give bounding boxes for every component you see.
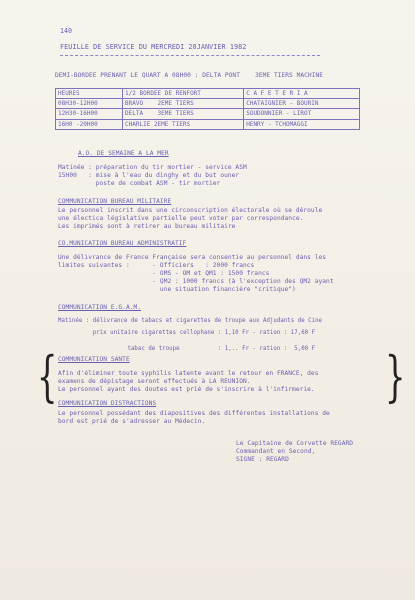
handwritten-brace-right: } <box>384 345 406 408</box>
table-cell: DELTA 3EME TIERS <box>123 109 244 119</box>
table-cell: 12H30-16H00 <box>56 109 123 119</box>
table-cell: 08H30-12H00 <box>56 99 123 109</box>
table-cell: CHATAIGNIER - BOURIN <box>244 99 360 109</box>
militaire-line: une électica législative partielle peut voter par correspondance. <box>58 215 304 222</box>
ao-line: poste de combat ASM - tir mortier <box>58 180 221 187</box>
handwritten-brace-left: { <box>36 345 58 408</box>
egam-line: prix unitaire cigarettes cellophane : 1,10 Fr - ration : 17,60 F <box>58 330 316 336</box>
title-underline <box>60 55 320 56</box>
quart-table <box>55 88 360 130</box>
table-cell: BRAVO 2EME TIERS <box>123 99 244 109</box>
table-row <box>56 109 360 119</box>
table-header-cell: HEURES <box>56 89 123 99</box>
table-row <box>56 99 360 109</box>
signature-line: SIGNE : REGARD <box>236 456 289 463</box>
sante-line: Afin d'éliminer toute syphilis latente avant le retour en FRANCE, des <box>58 370 319 377</box>
table-cell: CHARLIE 2EME TIERS <box>123 119 244 129</box>
signature-line: Le Capitaine de Corvette REGARD <box>236 440 354 447</box>
sante-line: Le personnel ayant des doutes est prié de s'inscrire à l'infirmerie. <box>58 386 315 393</box>
table-row <box>56 119 360 129</box>
section-heading-ao: A.O. DE SEMAINE A LA MER <box>78 150 169 157</box>
sante-line: examens de dépistage seront effectués à LA REUNION. <box>58 378 251 385</box>
quart-line: DEMI-BORDEE PRENANT LE QUART A 08H00 : DELTA PONT 3EME TIERS MACHINE <box>55 72 324 79</box>
section-heading-egam: COMMUNICATION E.G.A.M. <box>58 304 142 311</box>
admin-line: - QM2 : 1000 francs (à l'exception des QM2 ayant <box>58 278 334 285</box>
admin-line: - OMS - OM et QM1 : 1500 francs <box>58 270 270 277</box>
table-cell: 16H0 -20H00 <box>56 119 123 129</box>
distractions-line: Le personnel possédant des diapositives des différentes installations de <box>58 410 330 417</box>
page-title: FEUILLE DE SERVICE DU MERCREDI 20JANVIER 1982 <box>60 43 247 51</box>
egam-line: tabac de troupe : 1,.. Fr - ration : 5,00 F <box>58 346 316 352</box>
table-cell: HENRY - TCHOMAGGI <box>244 119 360 129</box>
admin-line: limites suivantes : - Officiers : 2000 francs <box>58 262 255 269</box>
egam-line: Matinée : délivrance de tabacs et cigarettes de troupe aux Adjudants de Cine <box>58 318 323 324</box>
table-header-row <box>56 89 360 99</box>
ao-line: 15H00 : mise à l'eau du dinghy et du but ouner <box>58 172 240 179</box>
table-header-cell: C A F E T E R I A <box>244 89 360 99</box>
page-number: 140 <box>60 27 73 35</box>
militaire-line: Le personnel inscrit dans une circonscription électorale où se déroule <box>58 207 323 214</box>
section-heading-militaire: COMMUNICATION BUREAU MILITAIRE <box>58 198 172 205</box>
table-cell: SOUDONNIER - LIROT <box>244 109 360 119</box>
admin-line: une situation financière "critique") <box>58 286 296 293</box>
section-heading-distractions: COMMUNICATION DISTRACTIONS <box>58 400 157 407</box>
admin-line: Une délivrance de France Française sera consentie au personnel dans les <box>58 254 327 261</box>
signature-line: Commandant en Second, <box>236 448 316 455</box>
section-heading-admin: CO.MUNICATION BUREAU ADMINISTRATIF <box>58 240 187 247</box>
ao-line: Matinée : préparation du tir mortier - service ASM <box>58 164 247 171</box>
section-heading-sante: COMMUNICATION SANTE <box>58 356 130 363</box>
distractions-line: bord est prié de s'adresser au Médecin. <box>58 418 206 425</box>
militaire-line: Les imprimés sont à retirer au bureau militaire <box>58 223 236 230</box>
table-header-cell: 1/2 BORDEE DE RENFORT <box>123 89 244 99</box>
